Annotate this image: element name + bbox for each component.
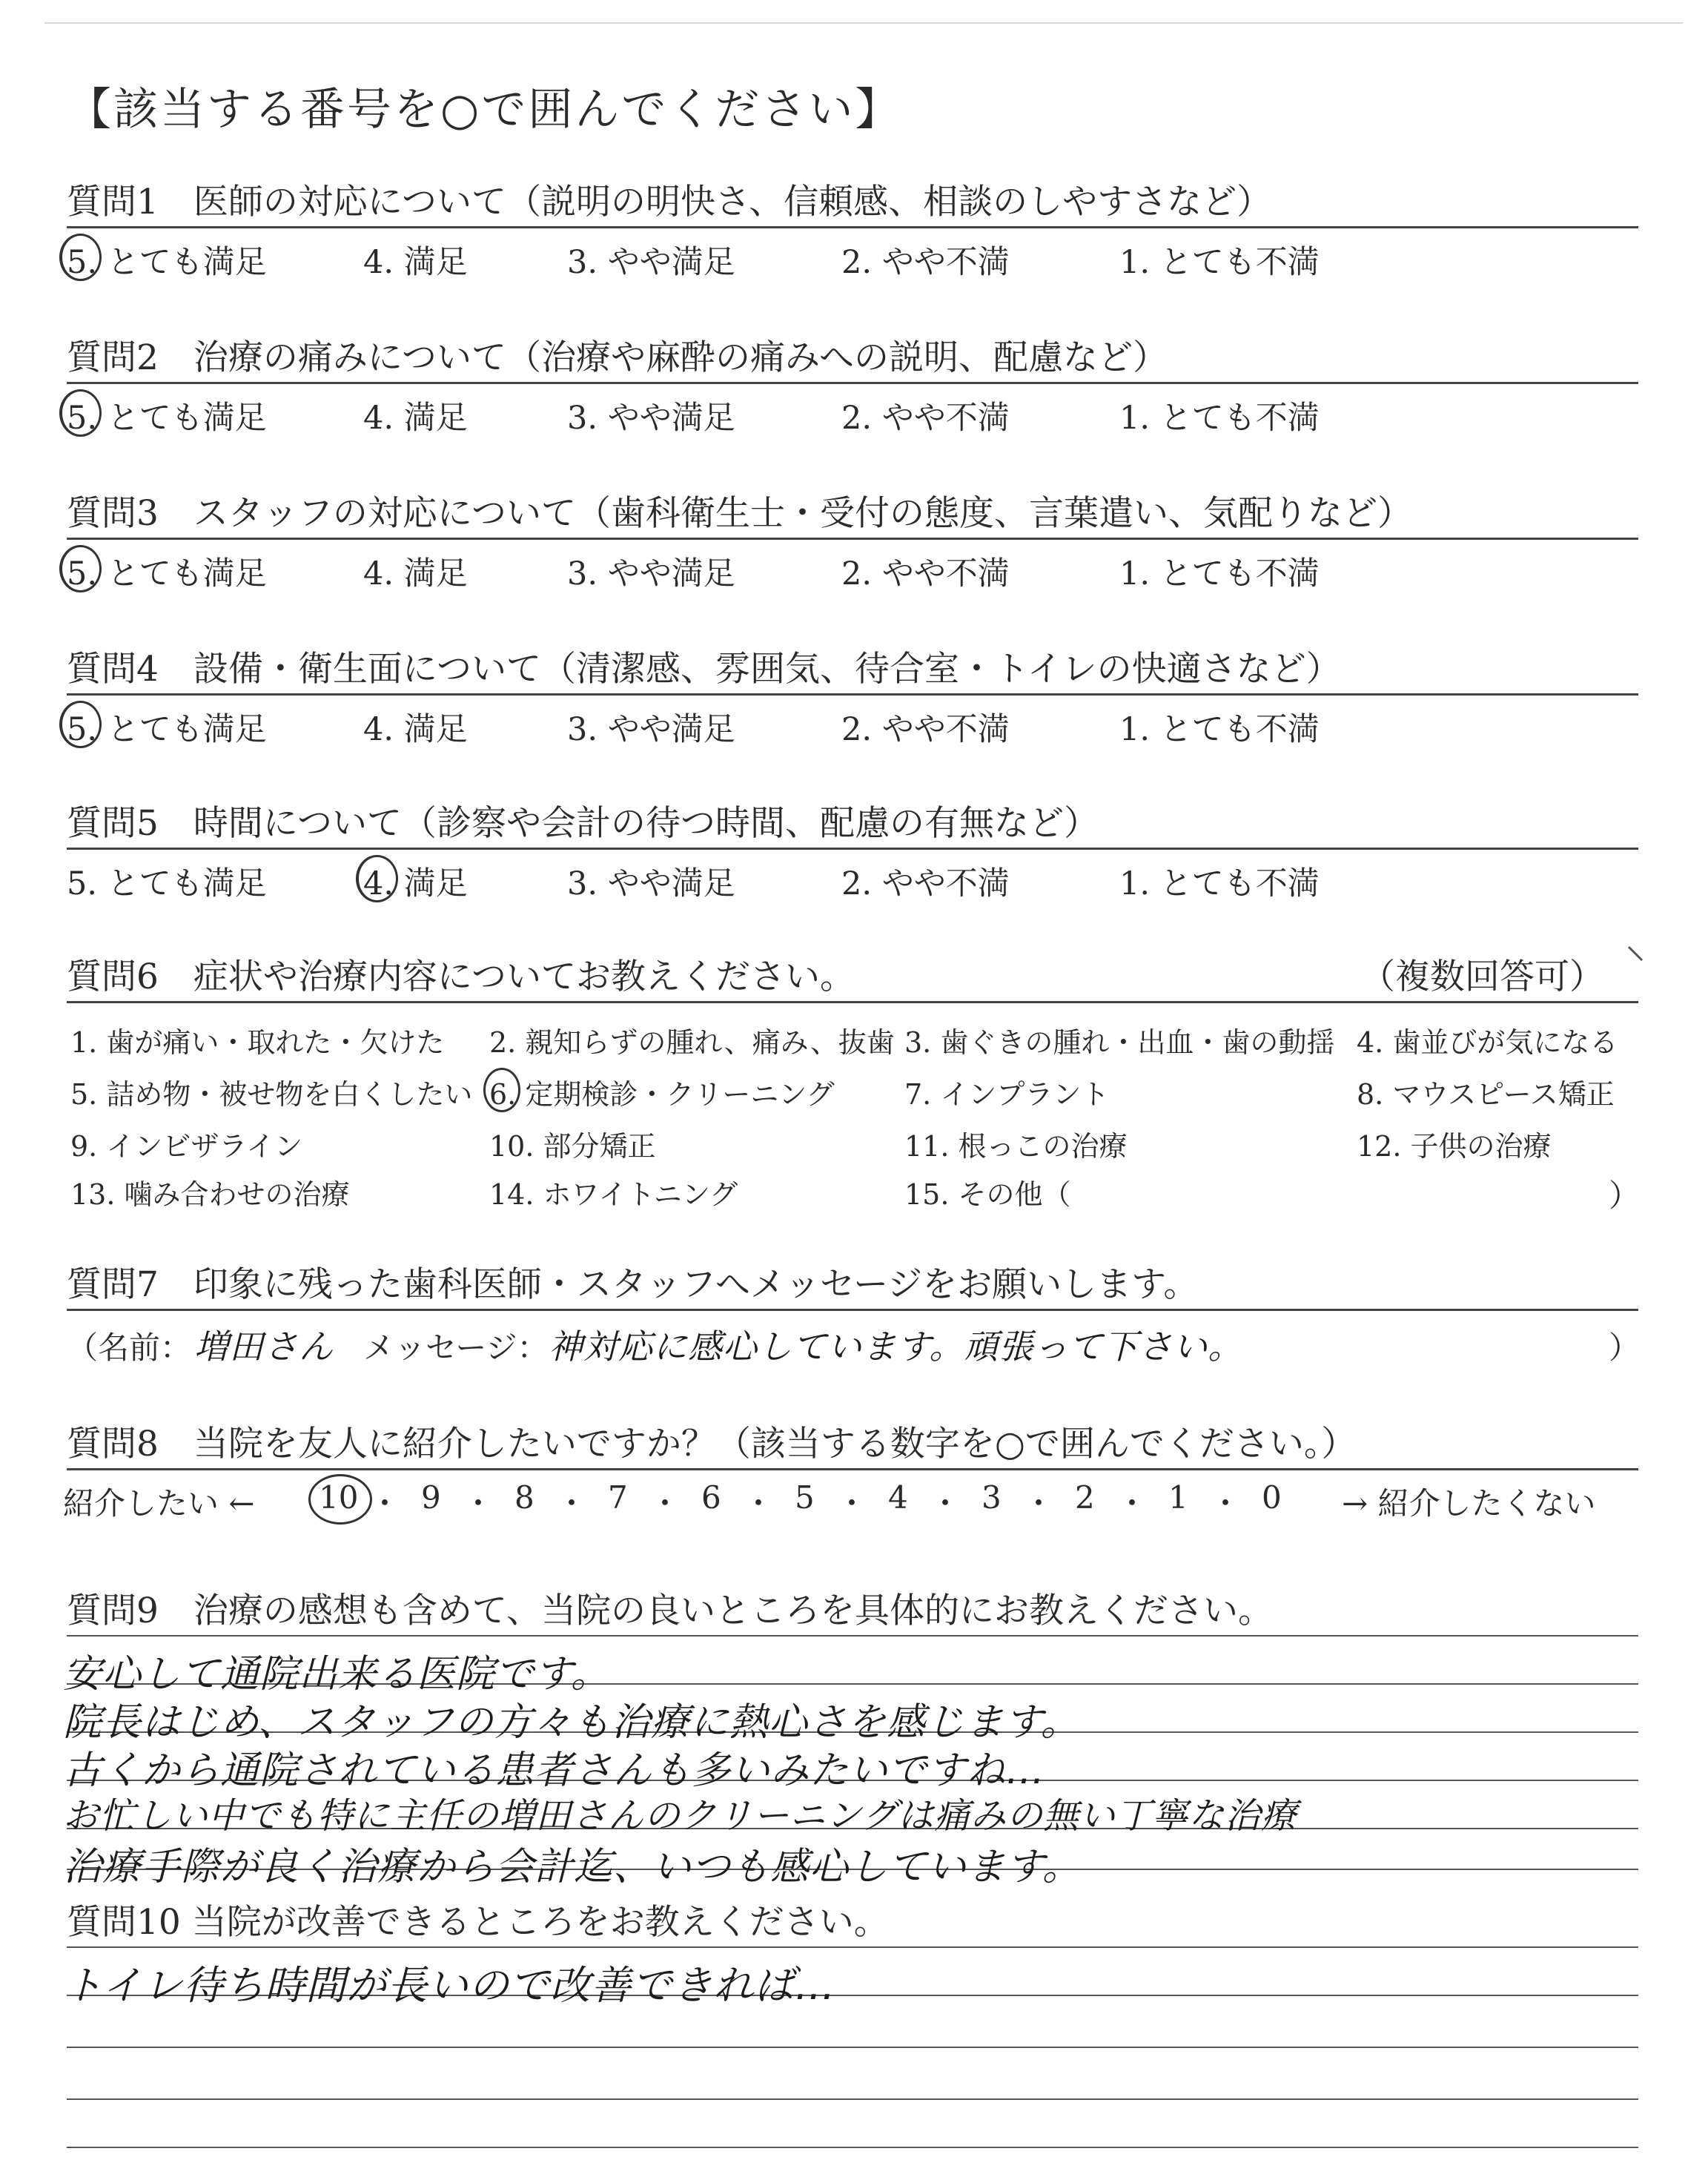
q6-title: 質問6 症状や治療内容についてお教えください。 (67, 957, 855, 997)
q7-name-label: （名前： (67, 1330, 192, 1366)
top-border (44, 22, 1683, 24)
q2-option-5[interactable]: 5. とても満足 (67, 400, 267, 437)
q10-rule (67, 2047, 1638, 2048)
q10-rule (67, 1946, 1638, 1948)
q1-title: 質問1 医師の対応について（説明の明快さ、信頼感、相談のしやすさなど） (67, 182, 1272, 222)
q6-note: （複数回答可） (1360, 957, 1604, 997)
q4-rule (67, 693, 1638, 696)
q6-rule (67, 1001, 1638, 1003)
q3-option-3[interactable]: 3. やや満足 (567, 555, 735, 592)
q8-scale-separator: ・ (836, 1485, 868, 1522)
q1-option-2[interactable]: 2. やや不満 (841, 244, 1010, 281)
q6-option-13[interactable]: 13. 噛み合わせの治療 (70, 1178, 350, 1211)
q8-scale-separator: ・ (1116, 1485, 1148, 1522)
q7-name-value: 増田さん (194, 1327, 334, 1367)
q3-option-1[interactable]: 1. とても不満 (1119, 555, 1320, 592)
q2-rule (67, 382, 1638, 384)
q8-scale-2[interactable]: 2 (1075, 1479, 1095, 1516)
q2-option-1[interactable]: 1. とても不満 (1119, 400, 1320, 437)
q7-message-value: 神対応に感心しています。頑張って下さい。 (549, 1327, 1243, 1367)
q1-rule (67, 226, 1638, 228)
q5-option-5[interactable]: 5. とても満足 (67, 865, 267, 902)
q7-close-paren: ） (1609, 1330, 1641, 1366)
q5-title: 質問5 時間について（診察や会計の待つ時間、配慮の有無など） (67, 803, 1099, 844)
q8-scale-5[interactable]: 5 (795, 1479, 815, 1516)
q8-scale-4[interactable]: 4 (888, 1479, 908, 1516)
q8-scale-1[interactable]: 1 (1168, 1479, 1188, 1516)
q6-option-6[interactable]: 6. 定期検診・クリーニング (489, 1078, 835, 1111)
q3-rule (67, 538, 1638, 540)
q6-option-7[interactable]: 7. インプラント (904, 1078, 1110, 1111)
q6-option-10[interactable]: 10. 部分矯正 (489, 1130, 656, 1163)
q1-selection-circle (59, 234, 102, 281)
q2-title: 質問2 治療の痛みについて（治療や麻酔の痛みへの説明、配慮など） (67, 337, 1168, 378)
q5-option-4[interactable]: 4. 満足 (363, 865, 468, 902)
q4-option-2[interactable]: 2. やや不満 (841, 711, 1010, 748)
q8-scale-9[interactable]: 9 (421, 1479, 441, 1516)
q8-scale-separator: ・ (1210, 1485, 1242, 1522)
q5-option-1[interactable]: 1. とても不満 (1119, 865, 1320, 902)
q9-line-1: 安心して通院出来る医院です。 (63, 1652, 610, 1697)
q3-option-2[interactable]: 2. やや不満 (841, 555, 1010, 592)
q8-left-label: 紹介したい ← (63, 1485, 255, 1522)
q3-title: 質問3 スタッフの対応について（歯科衛生士・受付の態度、言葉遣い、気配りなど） (67, 493, 1412, 534)
q8-scale-separator: ・ (930, 1485, 961, 1522)
q2-option-2[interactable]: 2. やや不満 (841, 400, 1010, 437)
q1-option-3[interactable]: 3. やや満足 (567, 244, 735, 281)
q1-option-5[interactable]: 5. とても満足 (67, 244, 267, 281)
q7-message-label: メッセージ： (363, 1330, 549, 1366)
q8-scale-separator: ・ (649, 1485, 681, 1522)
q6-close-paren: ） (1609, 1178, 1641, 1214)
q1-option-1[interactable]: 1. とても不満 (1119, 244, 1320, 281)
q5-option-3[interactable]: 3. やや満足 (567, 865, 735, 902)
q4-title: 質問4 設備・衛生面について（清潔感、雰囲気、待合室・トイレの快適さなど） (67, 649, 1341, 690)
q7-title: 質問7 印象に残った歯科医師・スタッフへメッセージをお願いします。 (67, 1264, 1199, 1305)
q6-option-14[interactable]: 14. ホワイトニング (489, 1178, 738, 1211)
q6-option-5[interactable]: 5. 詰め物・被せ物を白くしたい (70, 1078, 473, 1111)
q8-right-label: → 紹介したくない (1342, 1485, 1596, 1522)
q8-rule (67, 1468, 1638, 1470)
q2-option-3[interactable]: 3. やや満足 (567, 400, 735, 437)
q8-scale-separator: ・ (369, 1485, 401, 1522)
q10-title: 質問10 当院が改善できるところをお教えください。 (67, 1902, 889, 1943)
q9-line-5: 治療手際が良く治療から会計迄、いつも感心しています。 (63, 1845, 1082, 1889)
q5-selection-circle (356, 855, 398, 902)
q9-title: 質問9 治療の感想も含めて、当院の良いところを具体的にお教えください。 (67, 1591, 1273, 1631)
q6-option-3[interactable]: 3. 歯ぐきの腫れ・出血・歯の動揺 (904, 1026, 1335, 1059)
q6-option-4[interactable]: 4. 歯並びが気になる (1357, 1026, 1618, 1059)
q6-option-15[interactable]: 15. その他（ (904, 1178, 1071, 1211)
q4-option-5[interactable]: 5. とても満足 (67, 711, 267, 748)
q5-rule (67, 848, 1638, 850)
q6-selection-circle (483, 1068, 520, 1112)
q6-option-9[interactable]: 9. インビザライン (70, 1130, 303, 1163)
q2-selection-circle (59, 389, 102, 437)
q6-option-2[interactable]: 2. 親知らずの腫れ、痛み、抜歯 (489, 1026, 895, 1059)
q8-title: 質問8 当院を友人に紹介したいですか？（該当する数字を○で囲んでください。） (67, 1424, 1357, 1464)
q8-scale-8[interactable]: 8 (514, 1479, 534, 1516)
q8-scale-7[interactable]: 7 (608, 1479, 628, 1516)
q4-option-1[interactable]: 1. とても不満 (1119, 711, 1320, 748)
q8-scale-0[interactable]: 0 (1262, 1479, 1282, 1516)
q8-scale-separator: ・ (463, 1485, 494, 1522)
q4-option-4[interactable]: 4. 満足 (363, 711, 468, 748)
q3-option-5[interactable]: 5. とても満足 (67, 555, 267, 592)
q8-scale-10[interactable]: 10 (319, 1479, 359, 1516)
q3-selection-circle (59, 545, 102, 592)
q8-scale-separator: ・ (743, 1485, 775, 1522)
q6-option-11[interactable]: 11. 根っこの治療 (904, 1130, 1128, 1163)
q6-option-12[interactable]: 12. 子供の治療 (1357, 1130, 1552, 1163)
q9-line-4: お忙しい中でも特に主任の増田さんのクリーニングは痛みの無い丁寧な治療 (63, 1795, 1298, 1837)
q10-rule (67, 2098, 1638, 2100)
page-header: 【該当する番号を○で囲んでください】 (67, 84, 902, 136)
q1-option-4[interactable]: 4. 満足 (363, 244, 468, 281)
q8-selection-circle (308, 1474, 372, 1525)
q2-option-4[interactable]: 4. 満足 (363, 400, 468, 437)
q8-scale-separator: ・ (556, 1485, 588, 1522)
q9-rule (67, 1635, 1638, 1636)
q6-option-1[interactable]: 1. 歯が痛い・取れた・欠けた (70, 1026, 445, 1059)
q4-option-3[interactable]: 3. やや満足 (567, 711, 735, 748)
q8-scale-separator: ・ (1023, 1485, 1055, 1522)
q7-rule (67, 1309, 1638, 1311)
stray-mark (1627, 945, 1657, 982)
q4-selection-circle (59, 701, 102, 748)
q9-line-3: 古くから通院されている患者さんも多いみたいですね… (63, 1748, 1046, 1793)
q6-option-8[interactable]: 8. マウスピース矯正 (1357, 1078, 1615, 1111)
q10-line-1: トイレ待ち時間が長いので改善できれば… (63, 1962, 836, 2009)
q9-line-2: 院長はじめ、スタッフの方々も治療に熱心さを感じます。 (63, 1700, 1080, 1745)
q5-option-2[interactable]: 2. やや不満 (841, 865, 1010, 902)
q8-scale-6[interactable]: 6 (701, 1479, 721, 1516)
q3-option-4[interactable]: 4. 満足 (363, 555, 468, 592)
q10-rule (67, 2147, 1638, 2148)
q8-scale-3[interactable]: 3 (982, 1479, 1002, 1516)
